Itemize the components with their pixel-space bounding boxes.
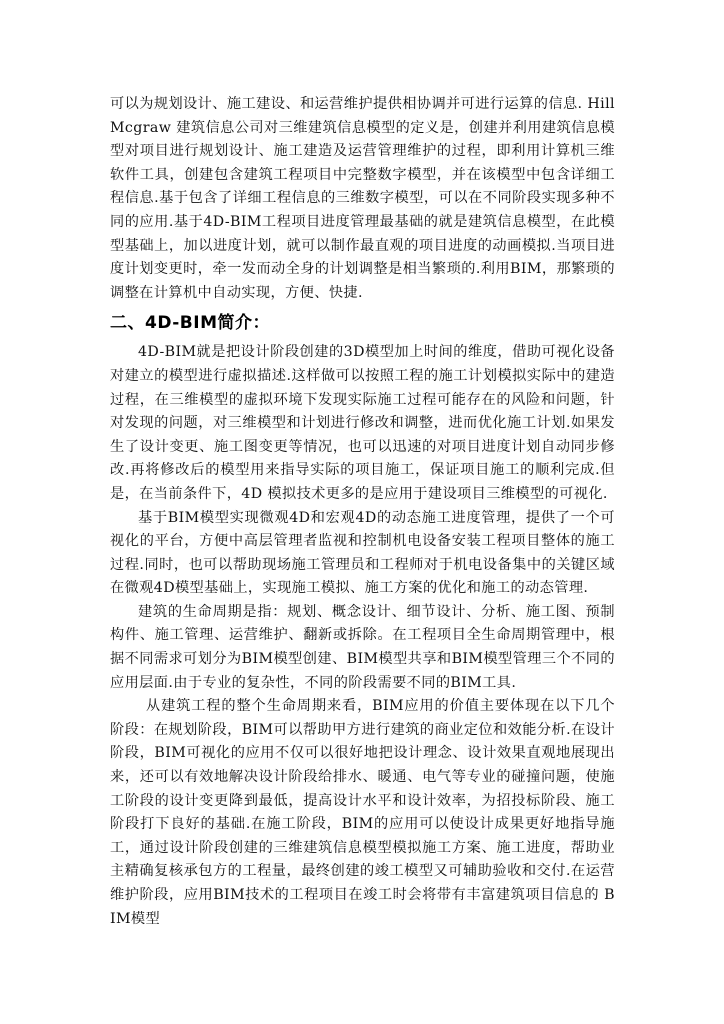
paragraph-4d-bim-definition: 4D-BIM就是把设计阶段创建的3D模型加上时间的维度，借助可视化设备对建立的模型进行虚拟描述.这样做可以按照工程的施工计划模拟实际中的建造过程，在三维模型的虚拟环境下发现实际施工过程可能存在的风险和问题，针对发现的问题，对三维模型和计划进行修改和调整，进而优化施工计划.如果发生了设计变更、施工图变更等情况，也可以迅速的对项目进度计划自动同步修改.再将修改后的模型用来指导实际的项目施工，保证项目施工的顺利完成.但是，在当前条件下，4D 模拟技术更多的是应用于建设项目三维模型的可视化. (110, 344, 615, 502)
intro-paragraph: 可以为规划设计、施工建设、和运营维护提供相协调并可进行运算的信息. Hill Mcgraw 建筑信息公司对三维建筑信息模型的定义是，创建并利用建筑信息模型对项目进行规划设计、施工建造及运营管理维护的过程，即利用计算机三维软件工具，创建包含建筑工程项目中完整数字模型，并在该模型中包含详细工程信息.基于包含了详细工程信息的三维数字模型，可以在不同阶段实现多种不同的应用.基于4D-BIM工程项目进度管理最基础的就是建筑信息模型，在此模型基础上，加以进度计划，就可以制作最直观的项目进度的动画模拟.当项目进度计划变更时，牵一发而动全身的计划调整是相当繁琐的.利用BIM，那繁琐的调整在计算机中自动实现，方便、快捷. (110, 96, 615, 301)
paragraph-4d-progress-management: 基于BIM模型实现微观4D和宏观4D的动态施工进度管理，提供了一个可视化的平台，方便中高层管理者监视和控制机电设备安装工程项目整体的施工过程.同时，也可以帮助现场施工管理员和工程师对于机电设备集中的关键区域在微观4D模型基础上，实现施工模拟、施工方案的优化和施工的动态管理. (110, 509, 615, 597)
paragraph-bim-value: 从建筑工程的整个生命周期来看，BIM应用的价值主要体现在以下几个阶段：在规划阶段，BIM可以帮助甲方进行建筑的商业定位和效能分析.在设计阶段，BIM可视化的应用不仅可以很好地把设计理念、设计效果直观地展现出来，还可以有效地解决设计阶段给排水、暖通、电气等专业的碰撞问题，使施工阶段的设计变更降到最低，提高设计水平和设计效率，为招投标阶段、施工阶段打下良好的基础.在施工阶段，BIM的应用可以使设计成果更好地指导施工，通过设计阶段创建的三维建筑信息模型模拟施工方案、施工进度，帮助业主精确复核承包方的工程量，最终创建的竣工模型又可辅助验收和交付.在运营维护阶段，应用BIM技术的工程项目在竣工时会将带有丰富建筑项目信息的 BIM模型 (110, 698, 615, 927)
paragraph-building-lifecycle: 建筑的生命周期是指：规划、概念设计、细节设计、分析、施工图、预制构件、施工管理、运营维护、翻新或拆除。在工程项目全生命周期管理中，根据不同需求可划分为BIM模型创建、BIM模型共享和BIM模型管理三个不同的应用层面.由于专业的复杂性，不同的阶段需要不同的BIM工具. (110, 603, 615, 691)
document-body (110, 93, 615, 931)
section-heading: 二、4D-BIM简介： (110, 313, 271, 334)
